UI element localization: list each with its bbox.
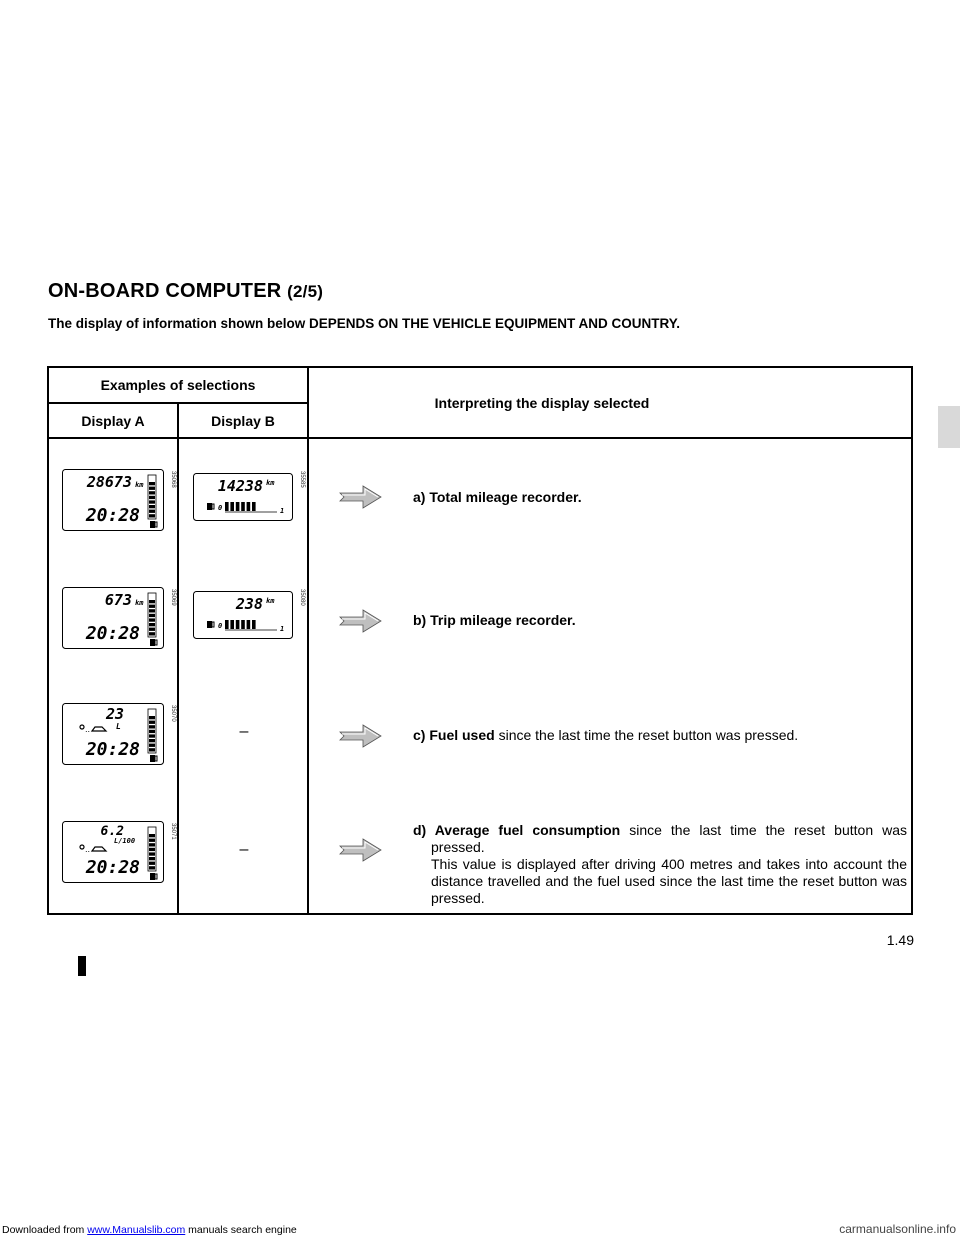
lcd-unit: km: [135, 599, 144, 607]
lcd-panel-b: [193, 473, 293, 521]
lcd-clock: 20:28: [85, 857, 140, 878]
lcd-main-value: 6.2: [100, 824, 124, 839]
image-code: 35069: [170, 589, 176, 606]
lcd-unit: km: [266, 479, 275, 487]
gauge-scale-max: 1: [280, 507, 285, 515]
image-code: 35070: [170, 705, 176, 722]
interp-row-c: c) Fuel used since the last time the reset button was pressed.: [413, 727, 799, 743]
display-b-lcd: [193, 591, 293, 642]
display-a-lcd: [62, 821, 164, 886]
gauge-scale-min: 0: [218, 504, 223, 512]
interp-row-a: a) Total mileage recorder.: [413, 489, 582, 505]
display-b-lcd: [193, 473, 293, 524]
gauge-scale-max: 1: [280, 625, 285, 633]
interpretation-column: [308, 438, 912, 914]
watermark-text: carmanualsonline.info: [839, 1222, 956, 1236]
download-footer: Downloaded from www.Manualslib.com manuals search engine: [2, 1224, 297, 1236]
lcd-main-value: 28673: [86, 473, 132, 491]
gauge-scale-min: 0: [218, 622, 223, 630]
interp-row-d: d) Average fuel consumption since the last time the reset button was pressed. This value is displayed after driving 400 metres and takes into account the distance travelled and the fuel used since the last time the reset button was pressed.: [413, 822, 908, 906]
display-b-stack: [179, 439, 309, 913]
image-code: 35071: [170, 823, 176, 840]
display-b-column: [178, 438, 308, 914]
interp-row-b: b) Trip mileage recorder.: [413, 612, 576, 628]
lcd-panel-a: [62, 821, 164, 883]
image-code: 35080: [299, 589, 305, 606]
arrow-right-icon: [339, 607, 383, 635]
display-a-lcd: [62, 469, 164, 534]
header-display-a: Display A: [48, 403, 178, 438]
lcd-panel-b: [193, 591, 293, 639]
lcd-unit: L: [116, 722, 121, 731]
svg-text:..: ..: [85, 725, 91, 734]
page-title: [48, 280, 323, 303]
header-interpreting: Interpreting the display selected: [308, 367, 912, 438]
header-display-b: Display B: [178, 403, 308, 438]
arrow-right-icon: [339, 722, 383, 750]
title-page-part: (2/5): [287, 282, 324, 301]
no-display-dash: –: [239, 841, 249, 858]
lcd-clock: 20:28: [85, 739, 140, 760]
display-a-stack: [49, 439, 179, 913]
page-number: 1.49: [886, 932, 914, 948]
header-examples: Examples of selections: [48, 367, 308, 403]
lcd-panel-a: [62, 587, 164, 649]
lcd-clock: 20:28: [85, 623, 140, 644]
page-subtitle: The display of information shown below DEPENDS ON THE VEHICLE EQUIPMENT AND COUNTRY.: [48, 316, 681, 331]
lcd-main-value: 14238: [217, 477, 263, 495]
lcd-panel-a: [62, 703, 164, 765]
title-text: ON-BOARD COMPUTER: [48, 280, 282, 302]
arrow-right-icon: [339, 483, 383, 511]
lcd-unit: km: [135, 481, 144, 489]
lcd-main-value: 673: [104, 591, 132, 609]
selections-table: [47, 366, 913, 915]
lcd-main-value: 23: [105, 705, 124, 723]
lcd-unit: km: [266, 597, 275, 605]
image-code: 35068: [170, 471, 176, 488]
lcd-clock: 20:28: [85, 505, 140, 526]
manualslib-link[interactable]: www.Manualslib.com: [87, 1224, 186, 1236]
arrow-right-icon: [339, 836, 383, 864]
corner-marker: [78, 956, 86, 976]
display-a-lcd: [62, 587, 164, 652]
no-display-dash: –: [239, 723, 249, 740]
lcd-panel-a: [62, 469, 164, 531]
display-a-column: [48, 438, 178, 914]
svg-text:..: ..: [85, 845, 91, 854]
lcd-main-value: 238: [235, 595, 263, 613]
image-code: 35585: [299, 471, 305, 488]
section-tab: [938, 406, 960, 448]
lcd-unit: L/100: [114, 837, 136, 845]
interpretation-stack: [309, 439, 911, 913]
display-a-lcd: [62, 703, 164, 768]
